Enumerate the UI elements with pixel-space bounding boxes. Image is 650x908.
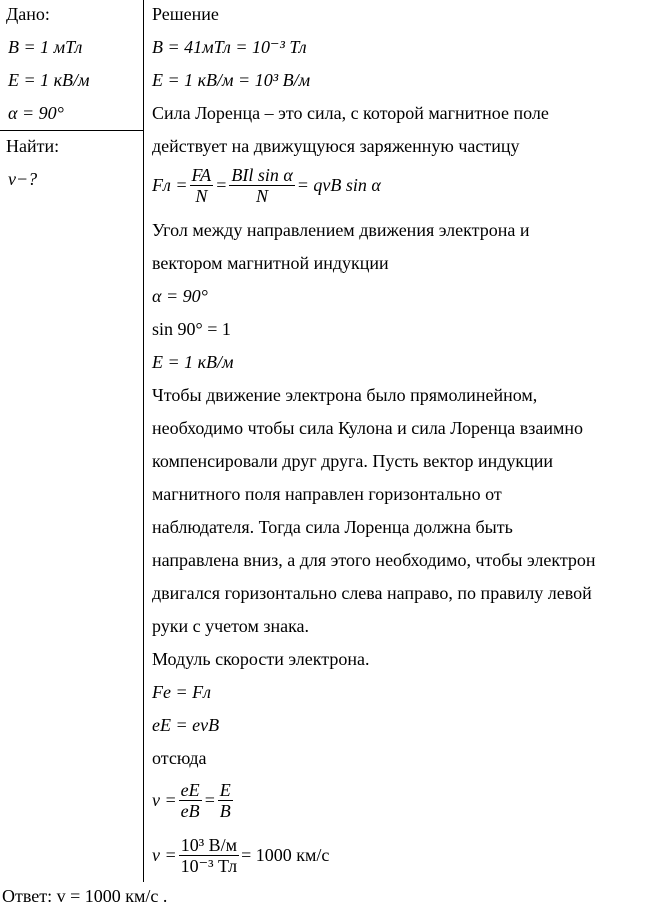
formula2-fraction2 xyxy=(218,780,233,821)
paragraph-line-4: магнитного поля направлен горизонтально от xyxy=(152,484,502,504)
find-title: Найти: xyxy=(6,136,60,156)
hence-text: отсюда xyxy=(152,748,207,768)
formula3-rhs: = 1000 км/с xyxy=(241,844,330,865)
paragraph-line-7: двигался горизонтально слева направо, по правилу левой xyxy=(152,583,592,603)
alpha-line: α = 90° xyxy=(152,286,208,306)
paragraph-line-5: наблюдателя. Тогда сила Лоренца должна быть xyxy=(152,517,513,537)
paragraph-line-2: необходимо чтобы сила Кулона и сила Лоренца взаимно xyxy=(152,418,584,438)
solution-e: E = 1 кВ/м = 10³ В/м xyxy=(152,70,311,90)
ee-equation: eE = evB xyxy=(152,715,220,735)
e-line2: E = 1 кВ/м xyxy=(152,352,234,372)
given-title: Дано: xyxy=(6,4,50,24)
solution-b: B = 41мТл = 10⁻³ Тл xyxy=(152,37,307,57)
given-b: B = 1 мТл xyxy=(8,37,83,57)
paragraph-line-8: руки с учетом знака. xyxy=(152,616,310,636)
solution-title: Решение xyxy=(152,4,219,24)
formula2-eq: = xyxy=(203,789,216,810)
paragraph-line-6: направлена вниз, а для этого необходимо, чтобы электрон xyxy=(152,550,596,570)
angle-text-1: Угол между направлением движения электрона и xyxy=(152,220,530,240)
paragraph-line-1: Чтобы движение электрона было прямолинейном, xyxy=(152,385,538,405)
formula3-num: 10³ В/м xyxy=(179,835,239,856)
formula2-f2-den: B xyxy=(219,800,231,821)
formula2-f1-num: eE xyxy=(180,779,200,800)
formula1-f1-num: FA xyxy=(191,164,212,185)
fe-equation: Fe = Fл xyxy=(152,682,211,702)
formula1-fraction2 xyxy=(229,165,294,206)
formula2-lhs: v = xyxy=(152,789,177,810)
formula1-f2-den: N xyxy=(256,185,269,206)
angle-text-2: вектором магнитной индукции xyxy=(152,253,389,273)
velocity-result-formula xyxy=(152,830,329,880)
paragraph-line-3: компенсировали друг друга. Пусть вектор индукции xyxy=(152,451,554,471)
formula1-f1-den: N xyxy=(195,185,208,206)
formula1-lhs: Fл = xyxy=(152,174,188,195)
formula3-lhs: v = xyxy=(152,844,177,865)
lorentz-formula xyxy=(152,160,381,210)
formula2-fraction1 xyxy=(179,780,202,821)
modulus-text: Модуль скорости электрона. xyxy=(152,649,370,669)
column-divider-vertical xyxy=(143,0,144,882)
lorentz-def-1: Сила Лоренца – это сила, с которой магнитное поле xyxy=(152,103,549,123)
formula1-eq: = xyxy=(215,174,228,195)
formula3-den: 10⁻³ Тл xyxy=(180,855,238,876)
sin-line: sin 90° = 1 xyxy=(152,319,231,339)
given-alpha: α = 90° xyxy=(8,103,64,123)
find-v: v−? xyxy=(8,169,38,189)
given-e: E = 1 кВ/м xyxy=(8,70,90,90)
formula2-f2-num: E xyxy=(219,779,231,800)
formula1-f2-num: BIl sin α xyxy=(231,164,293,185)
lorentz-def-2: действует на движущуюся заряженную частицу xyxy=(152,136,520,156)
formula2-f1-den: eB xyxy=(180,800,200,821)
formula3-fraction xyxy=(179,835,239,876)
velocity-formula xyxy=(152,775,235,825)
given-find-divider xyxy=(0,130,143,131)
formula1-rhs: = qvB sin α xyxy=(296,174,381,195)
formula1-fraction1 xyxy=(190,165,214,206)
answer-line: Ответ: v = 1000 км/с . xyxy=(2,886,168,906)
